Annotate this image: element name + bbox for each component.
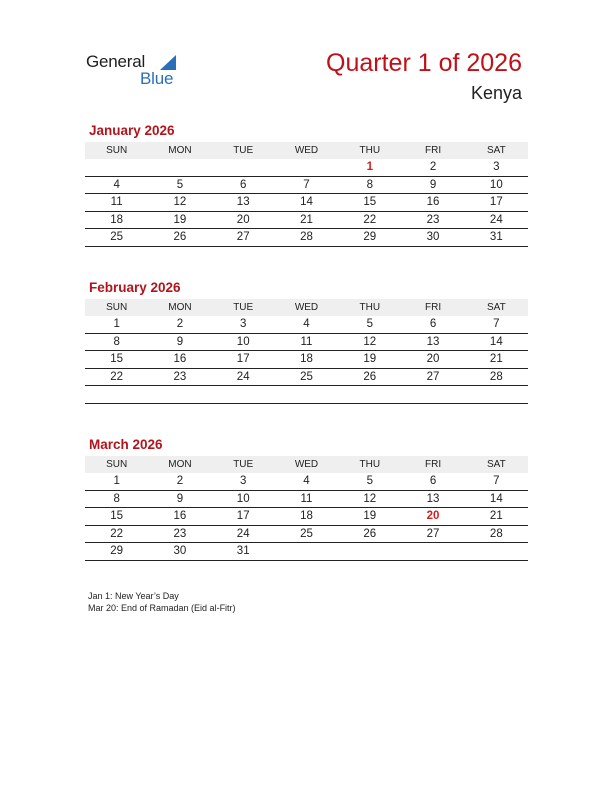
day-cell: 18 <box>300 510 313 522</box>
day-cell: 23 <box>426 213 440 226</box>
day-cell: 8 <box>366 178 373 191</box>
weekday-header: TUE <box>233 459 254 470</box>
day-cell <box>338 543 401 560</box>
day-cell: 27 <box>426 527 440 540</box>
day-cell: 17 <box>236 353 250 365</box>
weekday-header: TUE <box>233 145 254 156</box>
day-cell <box>212 159 275 176</box>
day-cell: 26 <box>173 231 187 243</box>
day-cell: 17 <box>236 510 250 522</box>
weekday-header: THU <box>359 459 381 470</box>
day-cell: 31 <box>489 231 503 243</box>
day-cell: 18 <box>300 353 313 365</box>
day-cell: 17 <box>489 196 503 208</box>
day-cell: 25 <box>300 370 313 383</box>
week-row <box>85 212 528 230</box>
weekday-header: SAT <box>486 459 506 470</box>
day-cell: 30 <box>173 545 187 557</box>
day-cell: 3 <box>493 161 500 173</box>
country-label: Kenya <box>470 83 522 103</box>
week-row <box>85 543 528 561</box>
week-row <box>85 508 528 526</box>
weekday-header: MON <box>168 145 192 156</box>
logo-triangle-icon <box>160 55 176 70</box>
day-cell: 27 <box>426 370 440 383</box>
day-cell: 9 <box>176 492 184 505</box>
month-title: March 2026 <box>89 437 163 452</box>
day-cell <box>148 159 211 176</box>
calendar-grid <box>85 142 528 247</box>
day-cell: 24 <box>236 370 250 383</box>
week-row <box>85 491 528 509</box>
day-cell: 13 <box>426 492 440 505</box>
day-cell <box>401 543 464 560</box>
weekday-header: WED <box>294 459 319 470</box>
week-row <box>85 473 528 491</box>
weekday-header: MON <box>168 302 192 313</box>
day-cell: 12 <box>173 196 187 208</box>
day-cell: 22 <box>110 370 124 383</box>
day-cell: 2 <box>176 475 184 487</box>
weekday-header: THU <box>359 145 381 156</box>
weekday-header: SUN <box>106 145 128 156</box>
week-row <box>85 386 528 404</box>
day-cell: 3 <box>240 475 247 487</box>
week-row <box>85 194 528 212</box>
day-cell: 25 <box>110 231 124 243</box>
day-cell: 29 <box>110 545 124 557</box>
day-cell: 22 <box>363 213 377 226</box>
day-cell: 28 <box>489 527 503 540</box>
day-cell: 9 <box>176 335 184 348</box>
day-cell <box>85 159 148 176</box>
day-cell: 20 <box>426 353 440 365</box>
weekday-header-row <box>85 142 528 159</box>
day-cell: 14 <box>489 492 503 505</box>
day-cell: 4 <box>303 318 310 330</box>
holiday-note: Mar 20: End of Ramadan (Eid al-Fitr) <box>88 603 236 613</box>
week-row <box>85 351 528 369</box>
day-cell <box>275 543 338 560</box>
holiday-day-cell: 20 <box>426 510 440 522</box>
logo-general-text: General <box>86 52 146 71</box>
day-cell: 4 <box>113 178 120 191</box>
day-cell: 13 <box>236 196 250 208</box>
day-cell: 28 <box>489 370 503 383</box>
week-row <box>85 369 528 387</box>
day-cell: 24 <box>236 527 250 540</box>
day-cell: 16 <box>173 510 187 522</box>
month-march <box>85 436 528 561</box>
day-cell: 6 <box>429 475 437 487</box>
weekday-header-row <box>85 456 528 473</box>
day-cell: 16 <box>426 196 440 208</box>
day-cell <box>85 386 148 403</box>
weekday-header: FRI <box>424 459 442 470</box>
day-cell: 10 <box>236 492 250 505</box>
weekday-header: FRI <box>424 145 442 156</box>
day-cell: 5 <box>176 178 184 191</box>
day-cell: 8 <box>113 492 120 505</box>
weekday-header: FRI <box>424 302 442 313</box>
day-cell: 19 <box>363 510 377 522</box>
day-cell <box>275 159 338 176</box>
logo-blue-text: Blue <box>140 69 174 88</box>
day-cell: 26 <box>363 527 377 540</box>
day-cell: 19 <box>173 213 187 226</box>
weekday-header: THU <box>359 302 381 313</box>
day-cell: 3 <box>240 318 247 330</box>
day-cell: 21 <box>300 213 313 226</box>
weekday-header: SAT <box>486 302 506 313</box>
month-february <box>85 279 528 404</box>
day-cell: 14 <box>489 335 503 348</box>
day-cell: 13 <box>426 335 440 348</box>
weekday-header: SUN <box>106 302 128 313</box>
day-cell: 19 <box>363 353 377 365</box>
day-cell: 1 <box>113 475 120 487</box>
day-cell <box>465 543 528 560</box>
day-cell: 15 <box>363 196 377 208</box>
day-cell: 21 <box>489 353 503 365</box>
weekday-header: WED <box>294 302 319 313</box>
day-cell: 21 <box>489 510 503 522</box>
weekday-header: SUN <box>106 459 128 470</box>
day-cell <box>148 386 211 403</box>
week-row <box>85 316 528 334</box>
day-cell: 5 <box>366 318 373 330</box>
day-cell: 6 <box>429 318 437 330</box>
day-cell: 22 <box>110 527 124 540</box>
day-cell: 10 <box>489 178 503 191</box>
day-cell: 7 <box>493 318 500 330</box>
weekday-header: TUE <box>233 302 254 313</box>
day-cell: 25 <box>300 527 313 540</box>
day-cell: 23 <box>173 370 187 383</box>
day-cell: 6 <box>240 178 247 191</box>
weekday-header-row <box>85 299 528 316</box>
day-cell: 4 <box>303 475 310 487</box>
day-cell: 18 <box>110 213 124 226</box>
day-cell: 14 <box>300 196 313 208</box>
day-cell: 16 <box>173 353 187 365</box>
day-cell <box>465 386 528 403</box>
day-cell <box>338 386 401 403</box>
day-cell: 11 <box>110 196 123 208</box>
week-row <box>85 526 528 544</box>
calendar-grid <box>85 456 528 561</box>
week-row <box>85 177 528 195</box>
day-cell: 5 <box>366 475 373 487</box>
day-cell: 7 <box>303 178 310 191</box>
week-row <box>85 159 528 177</box>
day-cell: 27 <box>236 231 250 243</box>
day-cell: 7 <box>493 475 500 487</box>
day-cell: 24 <box>489 213 503 226</box>
day-cell: 20 <box>236 213 250 226</box>
day-cell: 11 <box>300 492 313 505</box>
month-title: January 2026 <box>89 123 175 138</box>
day-cell: 29 <box>363 231 377 243</box>
day-cell: 30 <box>426 231 440 243</box>
holiday-note: Jan 1: New Year’s Day <box>88 591 179 601</box>
day-cell: 12 <box>363 492 377 505</box>
day-cell: 2 <box>429 161 437 173</box>
holiday-day-cell: 1 <box>366 161 373 173</box>
day-cell: 15 <box>110 353 124 365</box>
day-cell <box>275 386 338 403</box>
day-cell: 1 <box>113 318 120 330</box>
weekday-header: SAT <box>486 145 506 156</box>
day-cell: 8 <box>113 335 120 348</box>
page-title: Quarter 1 of 2026 <box>326 49 522 77</box>
calendar-grid <box>85 299 528 404</box>
day-cell: 15 <box>110 510 124 522</box>
weekday-header: WED <box>294 145 319 156</box>
day-cell: 9 <box>429 178 437 191</box>
day-cell: 11 <box>300 335 313 348</box>
day-cell: 31 <box>236 545 250 557</box>
weekday-header: MON <box>168 459 192 470</box>
day-cell <box>401 386 464 403</box>
week-row <box>85 229 528 247</box>
day-cell: 2 <box>176 318 184 330</box>
generalblue-logo <box>86 52 196 92</box>
holiday-notes <box>88 590 236 614</box>
month-january <box>85 122 528 247</box>
day-cell: 10 <box>236 335 250 348</box>
day-cell: 23 <box>173 527 187 540</box>
day-cell: 26 <box>363 370 377 383</box>
day-cell: 12 <box>363 335 377 348</box>
week-row <box>85 334 528 352</box>
day-cell <box>212 386 275 403</box>
month-title: February 2026 <box>89 280 181 295</box>
day-cell: 28 <box>300 231 313 243</box>
